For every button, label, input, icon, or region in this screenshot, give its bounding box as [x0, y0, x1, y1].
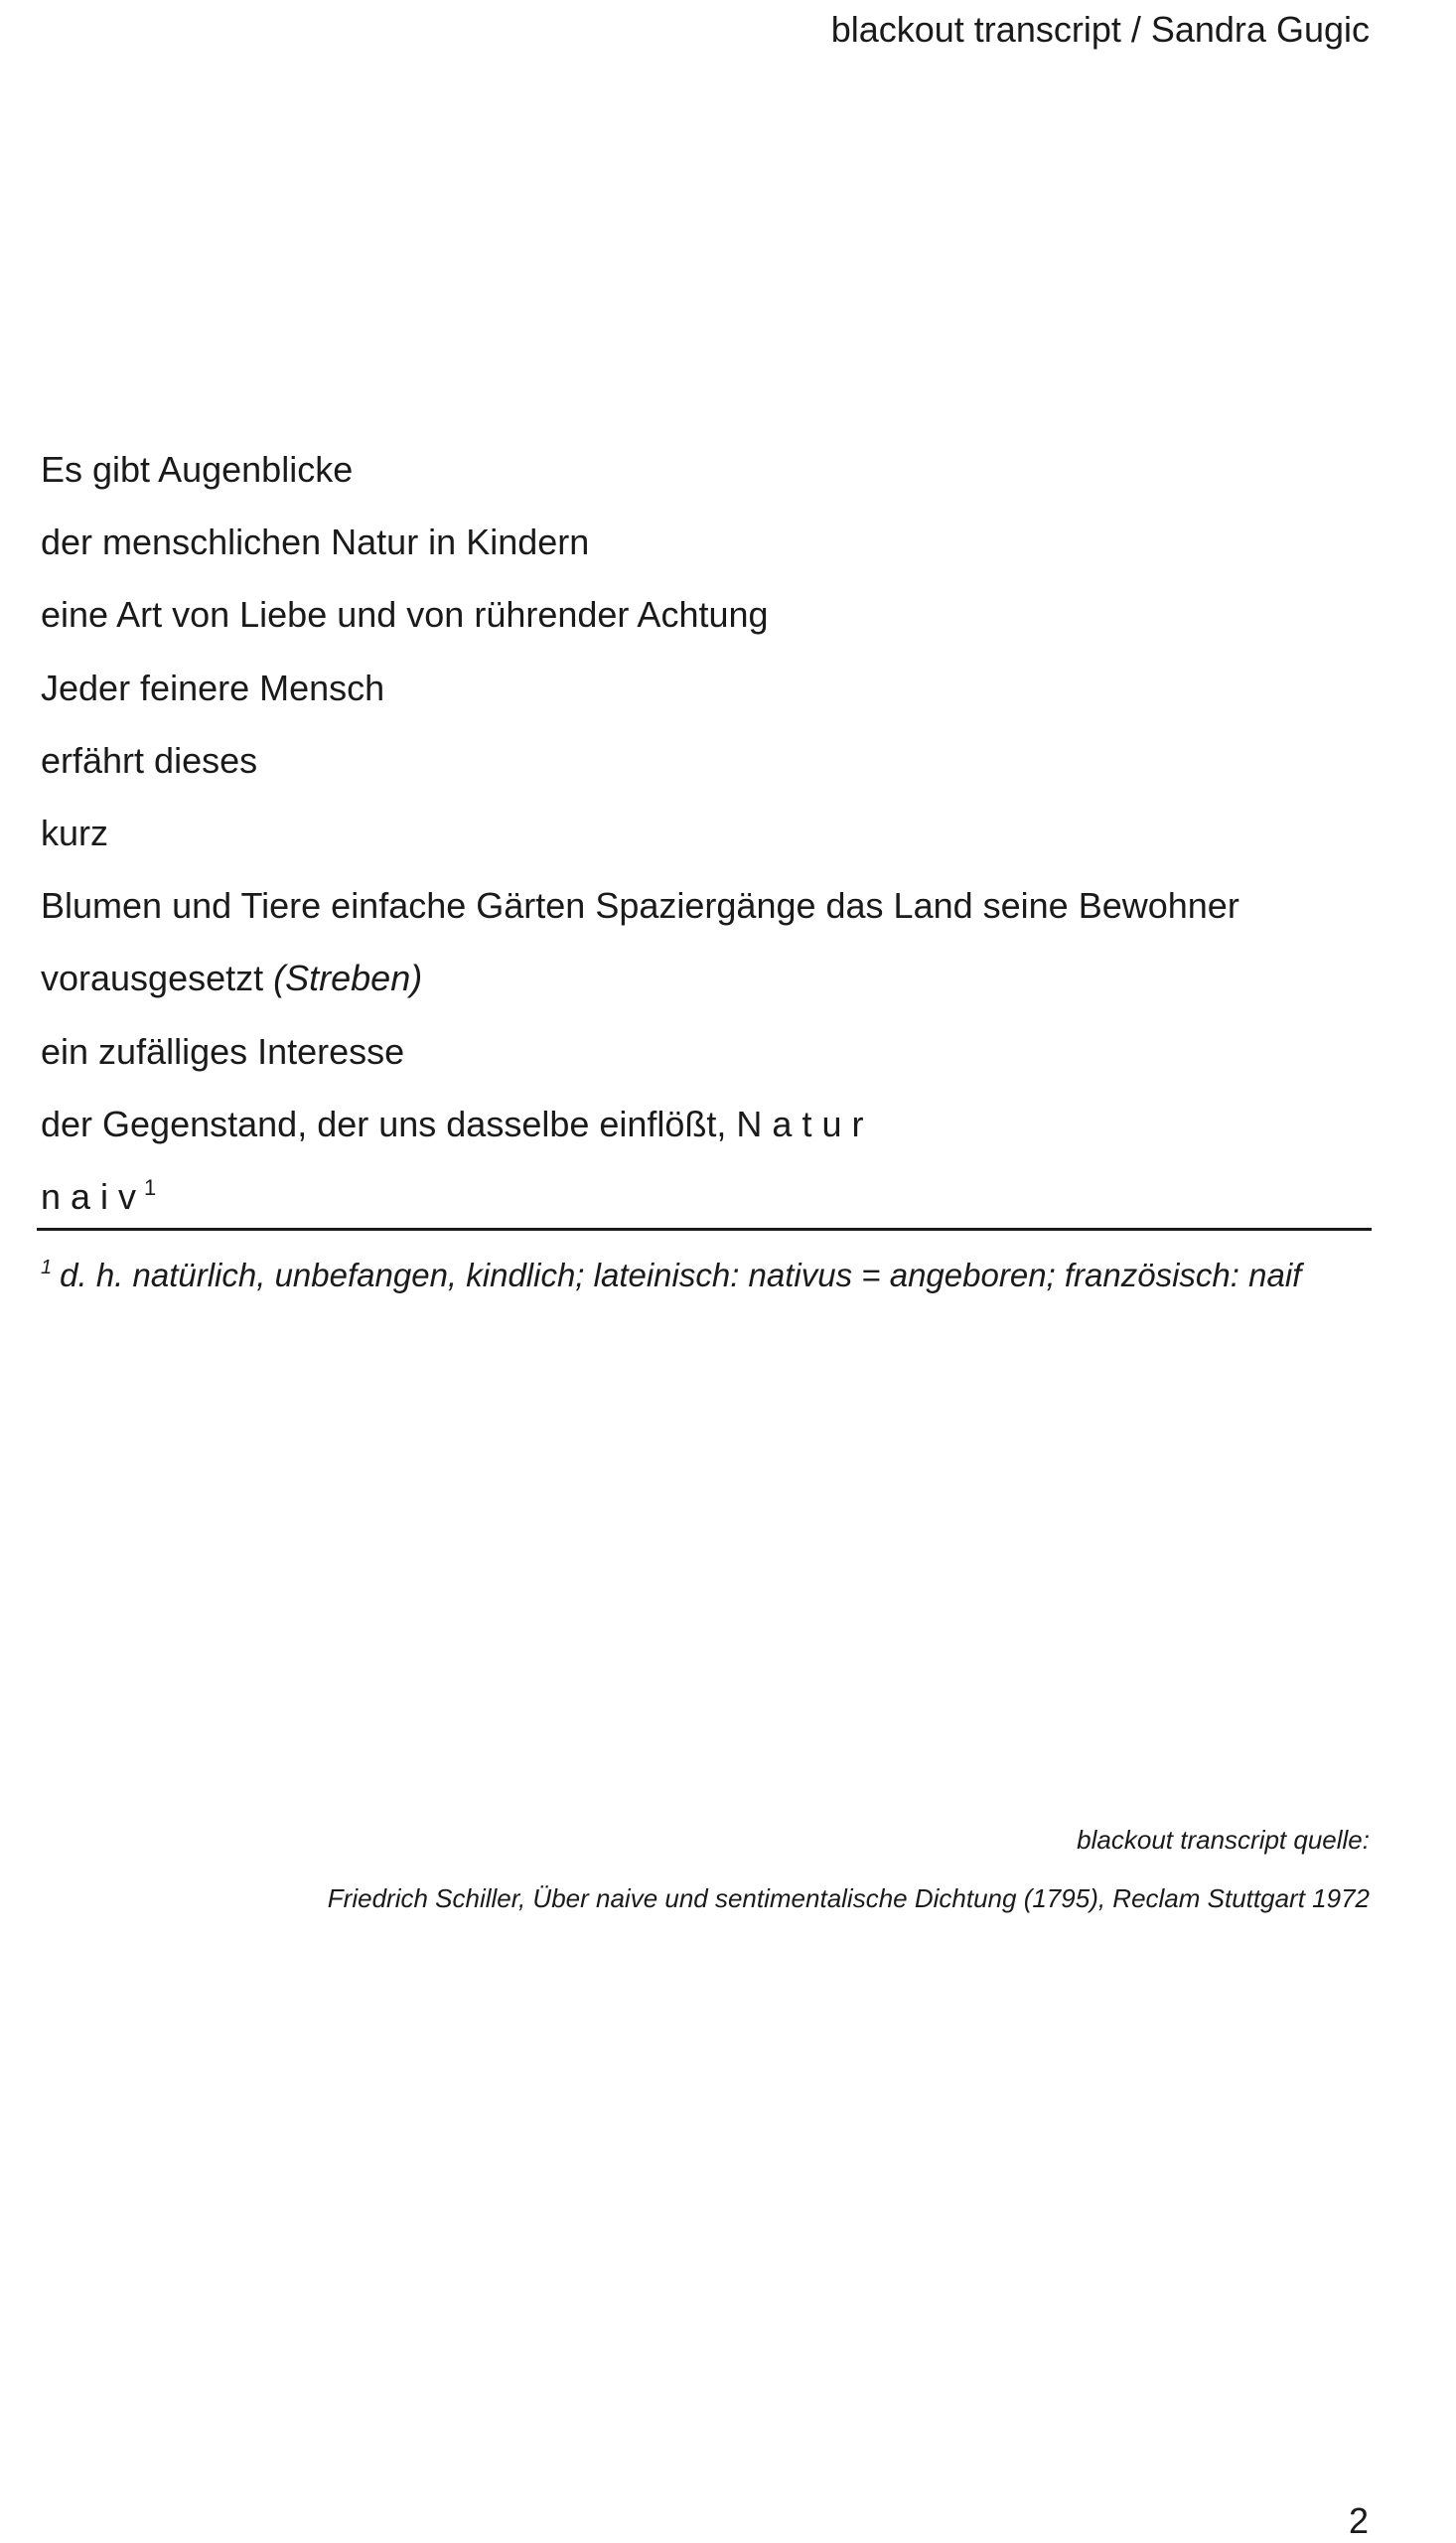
poem-body: [41, 447, 1391, 1247]
header-author: blackout transcript / Sandra Gugic: [830, 9, 1370, 50]
poem-line-10: der Gegenstand, der uns dasselbe einflößt, N a t u r: [41, 1103, 864, 1144]
poem-line-4: Jeder feinere Mensch: [41, 667, 385, 708]
poem-line-8-text: vorausgesetzt: [41, 958, 264, 999]
footnote-reference: 1: [144, 1174, 157, 1200]
source-label: blackout transcript quelle:: [1077, 1825, 1370, 1855]
poem-line-8-italic: (Streben): [273, 958, 423, 999]
source-citation: Friedrich Schiller, Über naive und sentimentalische Dichtung (1795), Reclam Stuttgart 1972: [327, 1883, 1370, 1913]
footnote-text: d. h. natürlich, unbefangen, kindlich; lateinisch: nativus = angeboren; französisch: naif: [60, 1257, 1302, 1293]
page-number: 2: [1348, 2500, 1369, 2541]
poem-line-8: [41, 956, 1391, 1028]
poem-line-6: kurz: [41, 812, 109, 853]
poem-line-3: eine Art von Liebe und von rührender Achtung: [41, 594, 769, 636]
footnote-divider: [37, 1228, 1372, 1231]
poem-line-11-text: n a i v: [41, 1175, 137, 1217]
poem-line-5: erfährt dieses: [41, 739, 258, 781]
footnote-marker: 1: [41, 1257, 53, 1278]
poem-line-11: [41, 1174, 1391, 1247]
poem-line-2: der menschlichen Natur in Kindern: [41, 522, 590, 563]
poem-line-9: ein zufälliges Interesse: [41, 1030, 405, 1072]
poem-line-1: Es gibt Augenblicke: [41, 449, 354, 490]
footnote: [41, 1254, 1301, 1297]
poem-line-7: Blumen und Tiere einfache Gärten Spaziergänge das Land seine Bewohner: [41, 885, 1239, 927]
